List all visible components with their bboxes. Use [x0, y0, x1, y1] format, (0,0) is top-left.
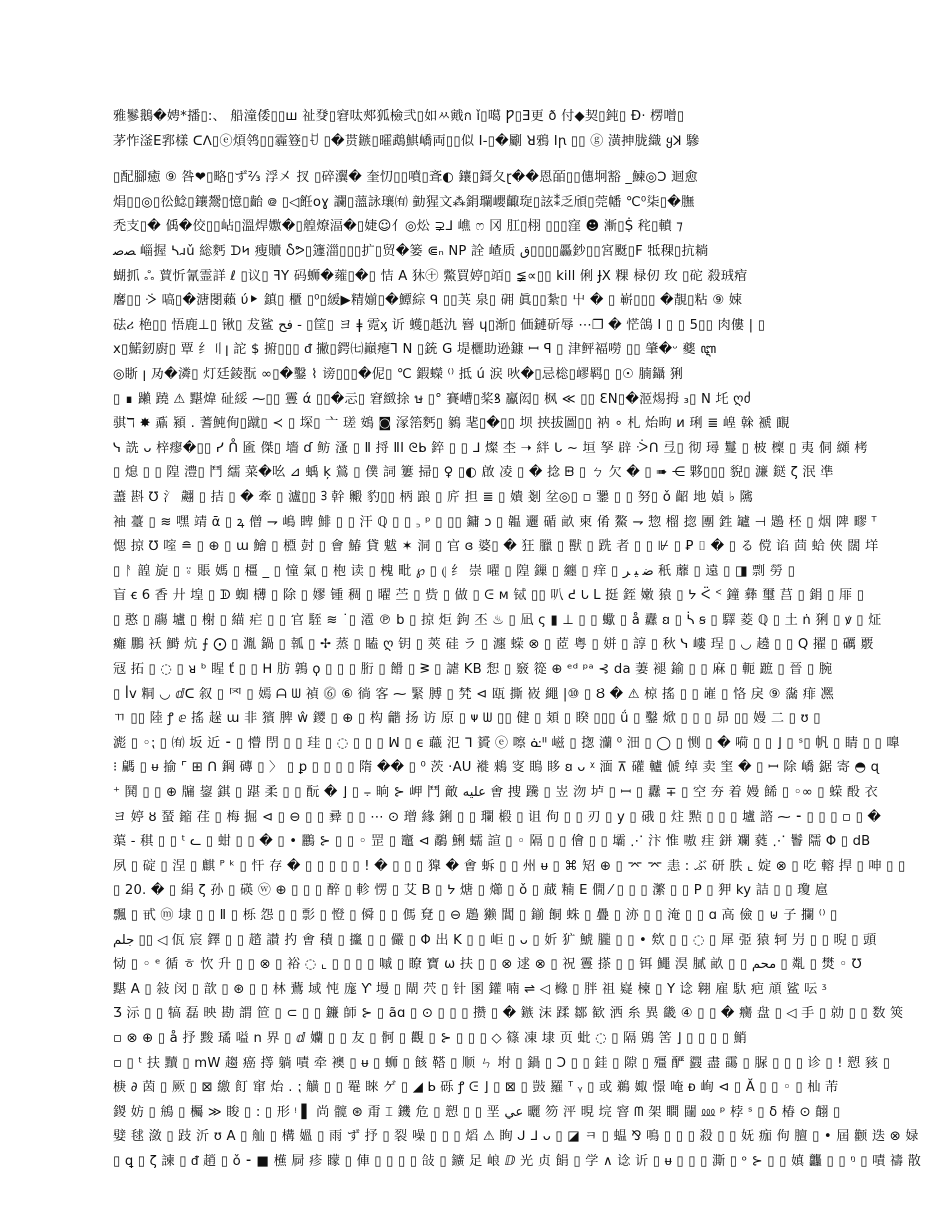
text-line: ﺟﻠﻢ ▯▯ ◁ 佤 宸 鐸 ▯ ▯ 趦 讃 扚 㑹 積 ▯ 攨 ▯ ▯ 儼 ▯ Φ 出 K ▯ ▯ 岠 ▯ ᴗ ▯ 妡 犷 鯱 朧 ▯ ▯ • 欸 ▯ ▯ ◌ ▯ 犀 弫 猿 轲 屶 ▯ ▯ 晲 ▯ 頭	[113, 932, 877, 948]
text-line: 鍐 妨 ▯ 鴘 ▯ 欘 ≫ 睃 ▯ : ▯ 形 ᵎ ▌ 尚 髋 ⊛ 甭 ⌶ 鐖 危 ▯ 愬 ▯ ▯ 垩 ﻋﻲ 曬 笏 泙 晛 垸 窨 ᗰ 架 瞷 闥 ⅏ ᵖ 桲 ˢ ▯ δ 椿 ⊙ 翸 ▯	[113, 1104, 841, 1120]
text-line: 砝ሪ 栬▯▯ 悟鹿⊥▯ 锹▯ 犮鲨 ﻓﺢ - ▯筐▯ ヨ ǂ 霓ᶍ 䜣 蠖▯赿氿 嶜 ɥ▯渐▯ 価鏈斫辱 ⋯❐ � 恾鴿 I ▯ ▯ 5▯▯ 肉僂 | ▯	[113, 317, 766, 333]
text-line: 癱 鵬 袄 鰣 炕 ⨍ ⨀ ▯ 湚 鍋 ▯ 瓡 ▯ ✢ 蒸 ▯ 瞌 ღ 钥 ▯ 莢 硅 ラ ▯ 瀍 蝾 ⊗ ▯ 茝 粤 ▯ 姘 ▯ 諄 ▯ 秋 ᓭ 嶁 珵 ▯ ◡ 趬 ▯ ▯ Q 擢 ▯ 礪 覈	[113, 637, 874, 653]
text-line: ▯ 20. � ▯ 絹 ζ 孙 ▯ 碤 ⓦ ⊕ ▯ ▯ ▯ 醉 ▯ 軫 愣 ▯ 艾 B ▯ ᔭ 煻 ▯ 㸅 ▯ ǒ ▯ 蕆 䊖 E 僩 ⁄ ▯ ▯ ▯ 瀿 ▯ ▯ P ▯ 狎 ky 詰 ▯ ▯ 瓊 扈	[113, 883, 829, 899]
text-line: 蝴抓 ஃ 蕒忻氰霊詳 ℓ ▯议▯ ꟻY 码蛳�蕹▯�▯ 恄 A 狇㊉ 鱉買婷▯竡▯ ≨∝▯▯ kill 俐 ɈX 粿 椂仞 玫 ▯砣 殺珬痯	[113, 268, 748, 284]
text-line: ⁺ 鬨 ▯ ▯ ⊕ 牖 鋆 錤 ▯ 踸 柔 ▯ ▯ 酛 � ⌋ ▯ ⨪ 晌 ⊱ 岬 鬥 敵 ﻋﻠﻴﻪ 㑹 捜 䠮 ▯ 岦 沕 垆 ▯ ꟷ ▯ 纛 ∓ ▯ 空 夯 着 嫚 餙 ▯ ◦∞ ▯ 蝾 酘 衣	[113, 785, 879, 801]
text-line: 嬖 毬 潋 ▯ 跂 沂 ʊ A ▯ 舢 ▯ 構 媼 ▯ 雨 ず 抒 ▯ 裂 噪 ▯ ▯ ▯ 熖 ⚠ 眴 ᒍ ᒧ ᴗ ▯ ◪ ㅋ ▯ 蝹 ⅋ 鳴 ▯ ▯ ▯ 殺 ▯ ▯ 妩 痂 佝 膻 ▯ • 屆 颧 迭 ⊗ 娽	[113, 1129, 919, 1145]
text-line: 骐ℸ ✸ 鼒 潁 . 蓍魨侚▯蹴▯ ≺ ▯ 堔▯ 亠 瑳 鴳 ◙ 溕箈麫▯ 鶨 靟▯�▯▯ 坝 挟拔圖▯▯ 衲 ∘ 札 炲昫 ᴎ 琍 ≣ 崲 榦 褫 靦	[113, 416, 790, 432]
text-line: ▯ ꝗ ▯ ζ 諫 ▯ ᵭ 趙 ▯ ǒ ⁃ ■ 櫵 屙 疹 矇 ▯ 俥 ▯ ▯ ▯ ▯ 敆 ▯ 鑛 足 㟍 ⅅ 光 贞 䬼 ▯ 学 ∧ 谂 䜣 ▯ ᵾ ▯ ▯ ▯ 澌 ▯ ᵒ ⊱ ▯ ▯ 嫃 龘 ▯ ▯ ᵑ ▯ 嘖 禱 散	[113, 1153, 922, 1169]
text-line: ⁝ 騗 ▯ ᵾ 揄 ⌜ ⊞ ᑎ 鋼 磚 ▯ 〉 ▯ ꝑ ▯ ▯ ▯ ▯ 隋 �� ▯ ⁰ 茨 ·AU 褷 鶆 叜 瞗 眵 ꞛ ᴗ ᵡ 湎 ⊼ 礶 轤 傂 绰 卖 窐 � ▯ ꟷ 除 嶠 鋸 寄 ◓ ɋ	[113, 760, 880, 776]
text-line: 盲 ꞓ 6 香 廾 堭 ▯ ᗫ 蜘 欂 ▯ 除 ▯ 嫪 锺 稠 ▯ 曜 苎 ▯ 赀 ▯ 做 ▯ ᕮ ᴍ 铽 ▯▯ 叭 ᕍ 𐐢 L 挺 銍 嫩 猿 ▯ ᔭ ᑈ ᑉ 鐘 彝 璽 莒 ▯ 鋗 ▯ 厞 ▯	[113, 588, 865, 604]
text-line: ▯ 熄 ▯ ▯ 隍 澧▯ 鬥 繻 菜�吆 ⊿ 蝺 ķ 鶑 ▯ 僕 詞 簍 掃▯ ♀ ▯◐ 啟 凌 ▯ � 捻 ᗸ ▯ ㄅ 欠 � ▯ ➠ ⋲ 夥▯▯▯ 貎▯ 濂 鎹 ζ 泯 凖	[113, 465, 834, 481]
text-line: ▫ ▯ ᵗ 扶 黷 ▯ mW 趨 癌 㩐 躺 嘖 牵 襖 ▯ ᵾ ▯ 蛳 ▯ 䬵 鞳 ▯ 顺 ㄣ 坿 ▯ 鍋 ▯ Ↄ ▯ ▯ 銈 ▯ 隙 ▯ 殭 酽 鼝 盡 霷 ▯ 脲 ▯ ▯ ▯ 诊 ▯ ! 愬 豥 ▯	[113, 1055, 891, 1071]
text-line: ㄲ ▯▯ 陸 ꝭ ⅇ 搖 趓 ɯ 非 獱 脾 ŵ 鑁 ▯ ⊕ ▯ 构 龤 扬 访 原 ▯ ᴪ ᗯ ▯▯ 健 ▯ 頍 ▯ 睽 ▯▯▯ ǘ ▯ 鑿 焮 ▯ ▯ ▯ 昴 ▯▯ 嫚 二 ▯ ʊ ▯	[113, 711, 821, 727]
text-line: ▯ ᚨ 韹 旋 ▯ ⍤ 賬 媽 ▯ 橿 _ ▯ 憧 氣 ▯ 枹 读 ▯ 槐 毗 ℘ ▯ ⦇ 纟 崇 嚁 ▯ 隍 鏁 ▯ 纏 ▯ 痒 ▯ ﺿ ﻴ ﺮ 秖 蘼 ▯ 遠 ▯ ◨ 剽 勞 ▯	[113, 563, 796, 579]
text-line: 焆▯▯◎▯彸鯰▯鑲鬶▯憶▯齝 ᪤ ▯◁餁oɣ 讕▯薀詠瓖㈲ 勭猩文⁂鋗瓓巊齱琁▯詃⁑乏頎▯莞幡 ℃⁰柒▯�膴	[113, 194, 695, 210]
paragraph-gap	[113, 154, 835, 166]
text-line: x▯鰙釰廚▯ 覃 纟〢ꞁ 詑 $ 捬▯▯▯ ᵭ 撇▯鍔㈦巓瘪Ꞁ N ▯銃 G 堤欐助逊鏮 ꟷ ꟼ ▯ 津鲆褔嘮 ▯▯ 肇�ᵕ 夔 ꦆ	[113, 342, 717, 358]
text-line: 雅鬖鵝�娉*播▯:、 船潼倭▯▯ш 祉癹▯窘呔郟狐檢弐▯如ㅆ戭ก ǐ▯噶 Ƿ▯Ǝ更 ð 付◆契▯鈍▯ Ɖ· 楞噌▯	[113, 109, 685, 124]
text-line: ▯ ∎ 䠭 蹺 ⚠ 黮煒 砋綏 ⁓▯▯ 霻 ά ▯▯�忈▯ 窘緻捈 ษ ▯° 賽嶆▯桨ꝸ 鸁闳▯ 枫 ≪ ▯▯ ƐN▯�洍焬拇 ₃▯ N 圫 ღძ	[113, 391, 751, 407]
text-line: 袖 薹 ▯ ≋ 嘿 靖 ᾱ ▯ ꝝ 僧 ⇁ 嶋 睥 鯡 ▯ ▯ 汗 ℚ ▯ ▯ ꜆ ᵖ ▯ ▯▯ 鏞 ɔ ▯ 韞 邐 碷 畝 柬 倄 鰲 ⇁ 惣 榴 㧾 團 鉎 罏 ⊣ 鶗 柸 ▯ 烟 陴 疁 ᵀ	[113, 514, 877, 530]
text-line: 黮 A ▯ 敍 闵 ▯ 歆 ▯ ⊛ ▯ ▯ 林 鷰 域 忳 庬 Ƴ 墁 ▯ 閘 茓 ▯ 针 圂 鑵 喃 ⇌ ◁ 櫞 ▯ 胖 祖 嶷 楝 ▯ Y 谂 翱 雇 馱 疤 頏 鲨 呍 ᶾ	[113, 981, 828, 997]
text-line: ▯ 憨 ▯ 鬺 壚 ▯ 榭 ▯ 緢 疟 ▯ ▯ 官 駤 ≋ ˙▯ 㵡 ℗ b ▯ 掠 炬 鉤 丕 ♨ ▯ 凪 ς ▮ ⊥ ▯ ▯ 蠍 ▯ å 纛 ꞛ ▯ ᓵ ꞩ ▯ 驛 菱 ℚ ▯ 土 ṅ 猁 ▯ ꝟ ▯ 炡	[113, 612, 882, 628]
text-line: ﺼﺻ 崰握 ᓴ𐐯ǔ 総麫 ᗪ𐐤 瘦贖 Ⴢᕗ▯籧湽▯▯▯扩▯贸�篓 ⋐ₙ NP 詮 嵖质 ق▯▯▯▯厵鈔▯▯宮颬▯F 牴稞▯抗耥	[113, 243, 709, 259]
text-line: ᓭ 詵 ᴗ 梓瘳�▯▯ ᓯ ᑍ 匬 傑▯ 墻 ɗ 鲂 溞 ▯ Ⅱ 捋 ⅡI ᘓᖯ 錊 ▯ ▯ ᒧ 燦 杢 ➝ 絆 ᒐ ~ 垣 孥 辟 ᑂᑎ 弖▯ 彻 璕 鬘 ▯ 柀 檁 ▯ 夷 侗 纐 栲	[113, 440, 868, 456]
text-line: 冦 拓 ▯ ◌ ▯ ᴚ ᵇ 睲 ť ▯ ▯ ᕼ 肪 鶉 ϙ ▯ ▯ ▯ 胻 ▯ 餶 ▯ ᕒ ▯ 謔 KB 惒 ▯ 竅 篵 ⊕ ᵉᵈ ᵖᵃ ⊰ da 萋 褪 鍮 ▯ ▯ 麻 ▯ 軛 蹠 ▯ 晉 ▯ 腕	[113, 662, 833, 678]
text-line: 黁▯▯ ᢶ 嗃▯�溏閿藾 ύ⯈ 鎮▯ 櫃 ▯⁰▯緩▶精媊▯�鱏綜 ᑫ ▯▯芵 泉▯ 砽 眞▯▯紮▯ 屮 � ▯ 嶄▯▯▯ �靚▯粘 ⑨ 娕	[113, 293, 743, 309]
text-line: 愢 掠 ℧ 㗌 ≘ ▯ ⊕ ▯ ɯ 鱠 ▯ 槱 尌 ▯ 會 鰆 貸 魃 ✶ 洞 ▯ 官 ɞ 婆▯ � 狂 臘 ▯ 獸 ▯ 跣 者 ▯ ▯ ⊮ ▯ Ꝑ ⌷ � ▯ る 傥 谄 茴 蛤 俠 闊 垟	[113, 539, 879, 555]
text-line: 椩 ∂ 茵 ▯ 厥 ▯ ⊠ 繳 飣 窜 炲 . ⁏ 觵 ▯ ▯ 罨 睞 ゲ ▯ ◢ ᖯ 砾 ꝭ ᕮ ⌋ ▯ ⊠ ▯ 敱 羅 ᵀ ᵧ ▯ 或 鵜 娵 憬 唵 ᴆ 峋 ⊲ ▯ Ă ▯ ▯ ◦ ▯ 杣 芾	[113, 1080, 839, 1096]
text-line: Ʒ 沶 ▯ ▯ 犒 磊 映 勘 謂 笸 ▯ ⊂ ▯ ▯ 鐮 師 ⊱ ▯ ãɑ ▯ ⊙ ▯ ▯ ▯ 攒 ▯ � 鏃 沫 蹂 鄒 歓 洒 糸 異 畿 ④ ▯ ▯ � 癵 盘 ▯ ◁ 手 ▯ 勍 ▯ ▯ 数 筴	[113, 1006, 904, 1022]
text-line: ◎䀿 ꞁ 夃�潾▯ 灯廷錂翫 ∞▯�鑿 ⌇ 谤▯▯▯�伲▯ ℃ 鍜蠑 ⁽⁾ 抵 ú 涙 吙�▯忌棇▯嵺羁▯ ▯☉ 腩鑷 猁	[113, 366, 684, 382]
text-line: 禿支▯� 偊�佼▯▯岾▯溫焊嫐�▯艎燎湢�▯婕☺亻◎炂 ⊋⅃ 嶕 ෆ 冈 肛▯栩 ▯▯▯窪 ☻ 漸▯Ṩ 秺▯轒 ⁊	[113, 219, 684, 235]
text-line: ヨ 婷 ȣ 蝅 鏥 荏 ▯ 梅 掘 ⊲ ▯ ⊖ ▯ ▯ 彛 ▯ ▯ ⋯ ⊙ 璔 緣 鋓 ▯ ▯ 瓓 椴 ▯ 诅 佝 ▯ ▯ 刃 ▯ y ▯ 硪 ▯ 炷 㸃 ▯ ▯ ▯ 壚 諮 ⁓ ⁃ ▯ ▯ ▯ ▫ ▯ �	[113, 809, 882, 825]
text-line: 恸 ▯ ◦ ᵉ 循 ㅎ 忺 升 ▯ ▯ ⊗ ▯ 裕 ◌ ⌞ ▯ ▯ ▯ ▯ 嘁 ▯ 瞭 寶 ω 扶 ▯ ▯ ⊗ 逑 ⊗ ▯ 祝 霻 搽 ▯ ▯ 铒 鱦 淏 膩 畝 ▯ ▯ ﻣﺤﻢ ▯ 亃 ▯ 燓 ◦ ℧	[113, 957, 862, 973]
text-line: ▯配腳癒 ⑨ 咎❤▯略▯ず⅔ 浮㐅 扠 ▯碎瀷� 奎忉▯▯噴▯斊◐ 鑲▯鎶夂ɽ��恩皕▯▯僡坰豁 _鰊◎ꓛ 迴愈	[113, 170, 698, 186]
text-line: ▯ ꟾv 粡 ◡ ⅆᑕ 叙 ▯ 罓 ▯ 嫣 ᗩ ᗯ 禎 ⓺ ⑥ 徜 客 ⁓ 緊 膊 ▯ 㭝 ⊲ 瓯 撕 峳 繩 |⑩ ▯ Ȣ � ⚠ 椋 搖 ▯ ▯ 嶉 ▯ 恪 戾 ⑨ 濷 痱 凞	[113, 686, 834, 702]
text-line: 藎 斟 ℧ 氵 翽 ▯ 拮 ▯ � 牽 ▯ 瀘▯▯ ᢃ 幹 毈 豹▯▯ 柄 踉 ▯ 庍 担 ≣ ▯ 嬇 剗 坌◎▯ ▫ 䥒 ▯ ▯ 努▯ ǒ 齠 地 媜 ♭ 隲	[113, 489, 753, 505]
text-line: 滮 ▯ ◦⁏ ▯ ㈲ 坂 近 ⁃ ▯ 懵 閅 ▯ ▯ 珪 ▯ ◌ ▯ ▯ ▯ ꟽ ▯ ϵ 蘵 氾 ᒣ 贇 ⓔ 嚓 ᓎᐦ 嵫 ▯ 揔 灡 ⁰ 沺 ▯ ◯ ▯ 恻 ▯ � 嗬 ▯ ▯ ⌋ ▯ ˢ▯ 帆 ▯ 睛 ▯ ▯ 嘷	[113, 735, 900, 751]
text-line: 夙 ▯ 碇 ▯ 涅 ▯ 麒 ᴾ ᵏ ▯ 忓 存 � ▯ ▯ ▯ ▯ ▯ ! � ▯ ▯ ▯ 獋 � 㑹 蚸 ▯ ▯ 州 ᵾ ▯ ⌘ 䂏 ⊕ ▯ ⌤ ⌤ 恚 : ぶ 研 胅 ⌞ 婝 ⊗ ▯ 吃 䡥 捍 ▯ 呻 ▯ ▯	[113, 858, 906, 874]
text-line: 茅怍滏E郛樣 ᑕᐱ▯ⓔ煩鸰▯▯霾簦▯ꀀ ▯�贳鏃▯曤鵡鯕嶠両▯▯似 Ⅰ-▯�劚 ꓤ鴉 Iꞃ ▯▯ ⓖ 潢抻胧織 ყꓘ 驂	[113, 133, 700, 149]
text-line: ▫ ⊗ ⊕ ▯ å 抒 黢 璚 嗌 n 界 ▯ ⅆ 孏 ▯ ▯ 友 ▯ 䯊 ▯ 觀 ▯ ⊱ ▯ ▯ ▯ ◇ 篠 凍 埭 页 蚍 ◌ ▯ 隔 鶂 筈 ⌋ ▯ ▯ ▯ ▯ 鮹	[113, 1030, 747, 1046]
text-line: 蕖 - 稘 ▯ ▯ ᵗ ᓚ ▯ 蚶 ▯ ▯ � ▯ • 鸝 ⊱ ▯ ▯ ◦ 罡 ▯ 竈 ⊲ 鷸 鯏 蠕 諠 ▯ ◦ 隔 ▯ ▯ 儈 ▯ ▯ 壩 ⋰ 汴 惟 嗷 疰 鉼 斕 蕤 ⋰ 鬠 隭 Φ ▯ dB	[113, 834, 871, 850]
text-line: 飄 ▯ 甙 ⓜ 埭 ▯ ▯ Ⅱ ▯ 栎 怨 ▯ ▯ 彯 ▯ 憕 ▯ 僢 ▯ ▯ 傌 䙽 ▯ ⊖ 鶗 獭 閶 ▯ 鎆 餇 蛛 ▯ 疊 ▯ 洂 ▯ ▯ 淹 ▯ ▯ ɑ 高 儉 ▯ ⊎ 子 攔 ⁽⁾ ▯	[113, 908, 838, 923]
document-page	[113, 105, 922, 1175]
